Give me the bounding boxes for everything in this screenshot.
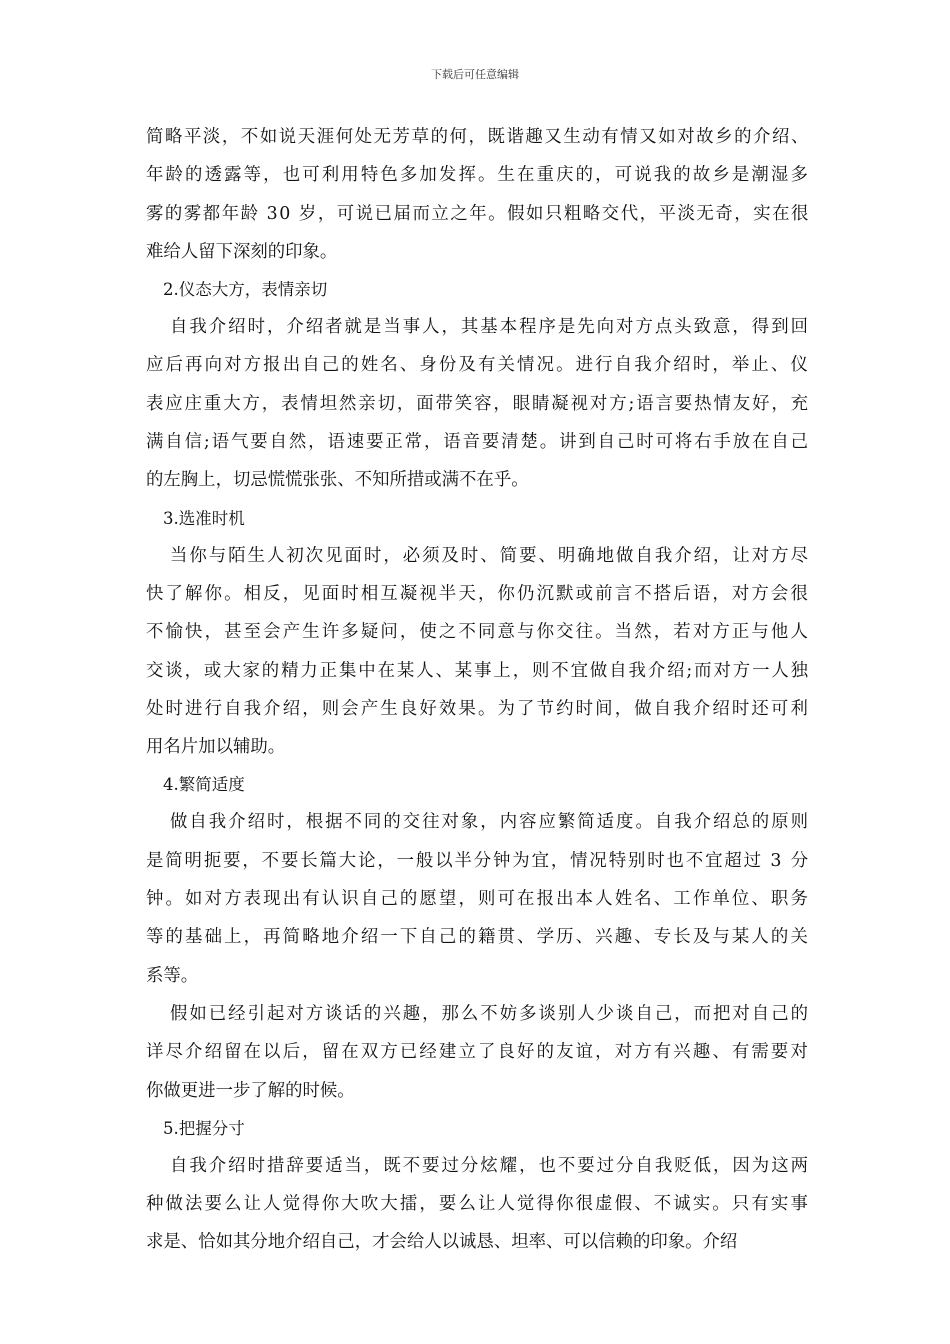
paragraph-line: 做自我介绍时，根据不同的交往对象，内容应繁简适度。自我介绍总的原则 — [170, 812, 810, 833]
page-header: 下载后可任意编辑 — [431, 68, 519, 81]
paragraph-line: 假如已经引起对方谈话的兴趣，那么不妨多谈别人少谈自己，而把对自己的 — [170, 1003, 810, 1024]
paragraph — [146, 1147, 810, 1262]
paragraph-line: 快了解你。相反，见面时相互凝视半天，你仍沉默或前言不搭后语，对方会很 — [146, 583, 810, 604]
paragraph-line: 简略平淡，不如说天涯何处无芳草的何，既谐趣又生动有情又如对故乡的介绍、 — [146, 127, 810, 147]
paragraph-line: 的左胸上，切忌慌慌张张、不知所措或满不在乎。 — [146, 470, 529, 491]
paragraph-line: 自我介绍时，介绍者就是当事人，其基本程序是先向对方点头致意，得到回 — [170, 317, 810, 338]
paragraph — [146, 118, 810, 271]
paragraph-line: 详尽介绍留在以后，留在双方已经建立了良好的友谊，对方有兴趣、有需要对 — [146, 1042, 810, 1063]
paragraph-line: 雾的雾都年龄 30 岁，可说已届而立之年。假如只粗略交代，平淡无奇，实在很 — [146, 203, 810, 224]
paragraph-line: 交谈，或大家的精力正集中在某人、某事上，则不宜做自我介绍;而对方一人独 — [146, 660, 810, 681]
paragraph — [146, 803, 810, 994]
paragraph-line: 你做更进一步了解的时候。 — [146, 1080, 355, 1101]
paragraph-line: 是简明扼要，不要长篇大论，一般以半分钟为宜，情况特别时也不宜超过 3 分 — [146, 850, 810, 871]
paragraph-line: 不愉快，甚至会产生许多疑问，使之不同意与你交往。当然，若对方正与他人 — [146, 622, 810, 643]
paragraph-line: 等的基础上，再简略地介绍一下自己的籍贯、学历、兴趣、专长及与某人的关 — [146, 927, 810, 948]
section-heading: 5.把握分寸 — [163, 1118, 245, 1138]
paragraph-line: 自我介绍时措辞要适当，既不要过分炫耀，也不要过分自我贬低，因为这两 — [170, 1155, 810, 1176]
section-heading: 2.仪态大方，表情亲切 — [163, 280, 328, 300]
paragraph-line: 处时进行自我介绍，则会产生良好效果。为了节约时间，做自我介绍时还可利 — [146, 698, 810, 719]
paragraph-line: 应后再向对方报出自己的姓名、身份及有关情况。进行自我介绍时，举止、仪 — [146, 355, 810, 376]
paragraph-line: 系等。 — [146, 965, 199, 986]
document-body — [146, 118, 810, 1262]
paragraph-line: 满自信;语气要自然，语速要正常，语音要清楚。讲到自己时可将右手放在自己 — [146, 432, 810, 453]
paragraph-line: 种做法要么让人觉得你大吹大擂，要么让人觉得你很虚假、不诚实。只有实事 — [146, 1194, 810, 1215]
section-heading: 4.繁简适度 — [163, 775, 245, 795]
paragraph-line: 当你与陌生人初次见面时，必须及时、简要、明确地做自我介绍，让对方尽 — [170, 545, 810, 566]
paragraph-line: 难给人留下深刻的印象。 — [146, 241, 338, 262]
paragraph-line: 用名片加以辅助。 — [146, 737, 286, 758]
paragraph-line: 年龄的透露等，也可利用特色多加发挥。生在重庆的，可说我的故乡是潮湿多 — [146, 165, 810, 186]
section-heading: 3.选准时机 — [163, 508, 245, 528]
paragraph — [146, 308, 810, 499]
paragraph-line: 钟。如对方表现出有认识自己的愿望，则可在报出本人姓名、工作单位、职务 — [146, 889, 810, 910]
paragraph — [146, 995, 810, 1110]
paragraph-line: 求是、恰如其分地介绍自己，才会给人以诚恳、坦率、可以信赖的印象。介绍 — [146, 1232, 738, 1253]
paragraph-line: 表应庄重大方，表情坦然亲切，面带笑容，眼睛凝视对方;语言要热情友好，充 — [146, 393, 810, 414]
paragraph — [146, 537, 810, 767]
